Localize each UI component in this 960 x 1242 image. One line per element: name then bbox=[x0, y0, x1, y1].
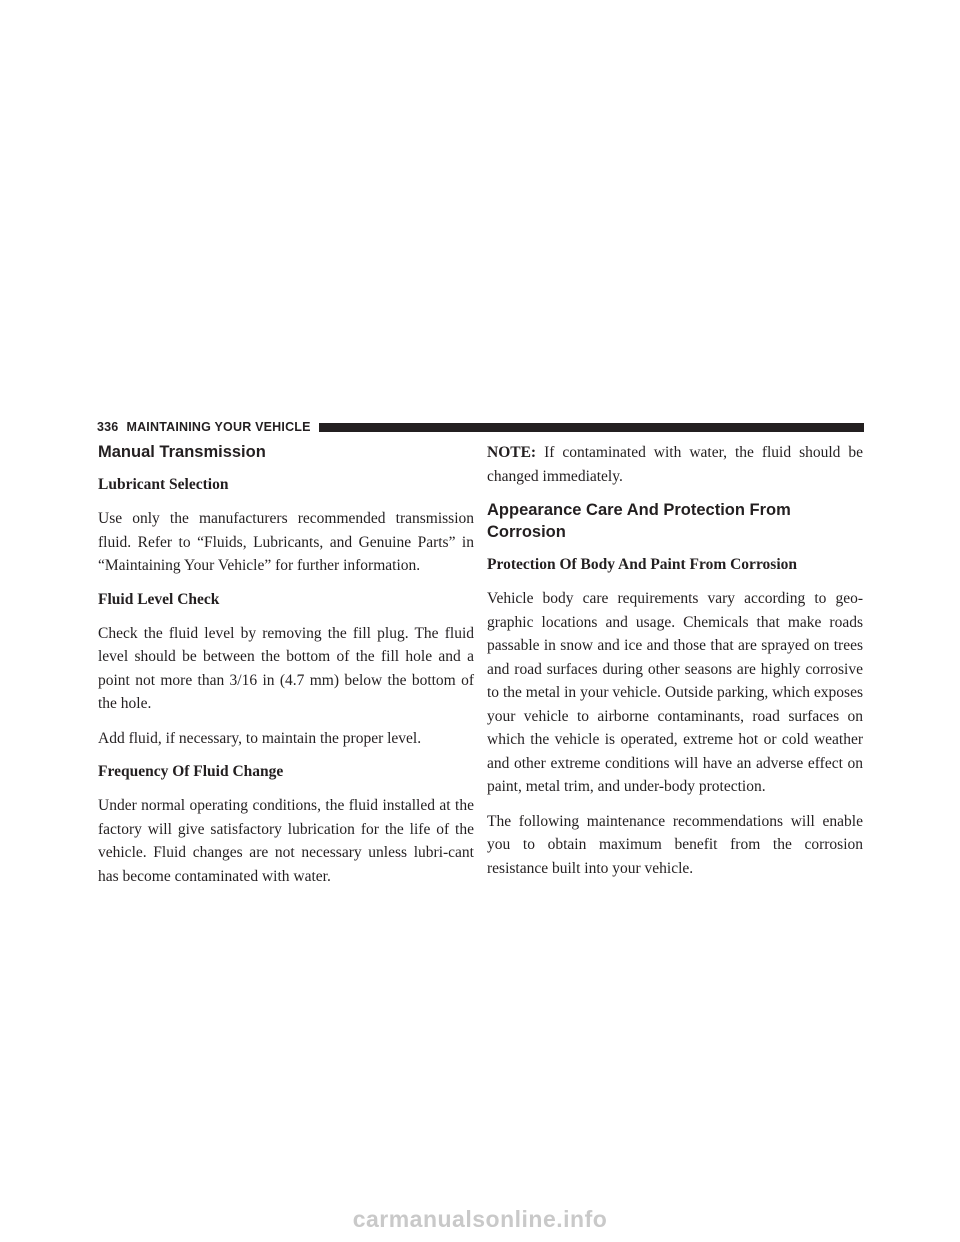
protection-heading: Protection Of Body And Paint From Corrosion bbox=[487, 556, 797, 573]
lubricant-selection-text: Use only the manufacturers recommended transmission fluid. Refer to “Fluids, Lubricants, and Genuine Parts” in “Maintaining Your Vehicle” for further information. bbox=[98, 510, 474, 574]
page-number: 336 bbox=[97, 420, 119, 434]
right-column bbox=[487, 441, 863, 880]
appearance-care-title: Appearance Care And Protection From Corrosion bbox=[487, 501, 791, 541]
note-paragraph bbox=[487, 441, 863, 488]
note-label: NOTE: bbox=[487, 444, 537, 461]
manual-transmission-title: Manual Transmission bbox=[98, 443, 266, 461]
fluid-level-check-text: Check the fluid level by removing the fill plug. The fluid level should be between the bottom of the fill hole and a point not more than 3/16 in (4.7 mm) below the bottom of the hole. bbox=[98, 624, 474, 712]
watermark-text: carmanualsonline.info bbox=[352, 1206, 608, 1232]
frequency-heading: Frequency Of Fluid Change bbox=[98, 763, 284, 780]
maintenance-recommendations-text: The following maintenance recommendations will enable you to obtain maximum benefit from the corrosion resistance built into your vehicle. bbox=[487, 812, 863, 877]
lubricant-selection-heading: Lubricant Selection bbox=[98, 476, 229, 493]
add-fluid-text: Add fluid, if necessary, to maintain the proper level. bbox=[98, 729, 422, 747]
running-header bbox=[97, 418, 864, 436]
note-text: If contaminated with water, the fluid should be changed immediately. bbox=[487, 444, 864, 485]
fluid-level-check-heading: Fluid Level Check bbox=[98, 590, 220, 608]
left-column bbox=[98, 441, 474, 888]
protection-text: Vehicle body care requirements vary according to geo-graphic locations and usage. Chemicals that make roads passable in snow and ice and those that are sprayed on trees and road surfaces during other seasons are highly corrosive to the metal in your vehicle. Outside parking, which exposes your vehicle to airborne contaminants, road surfaces on which the vehicle is operated, extreme hot or cold weather and other extreme conditions will have an adverse effect on paint, metal trim, and under-body protection. bbox=[487, 590, 863, 795]
frequency-text: Under normal operating conditions, the fluid installed at the factory will give satisfactory lubrication for the life of the vehicle. Fluid changes are not necessary unless lubri-cant has become contaminated with water. bbox=[98, 797, 474, 885]
section-name: MAINTAINING YOUR VEHICLE bbox=[126, 420, 311, 434]
header-rule bbox=[319, 423, 864, 432]
